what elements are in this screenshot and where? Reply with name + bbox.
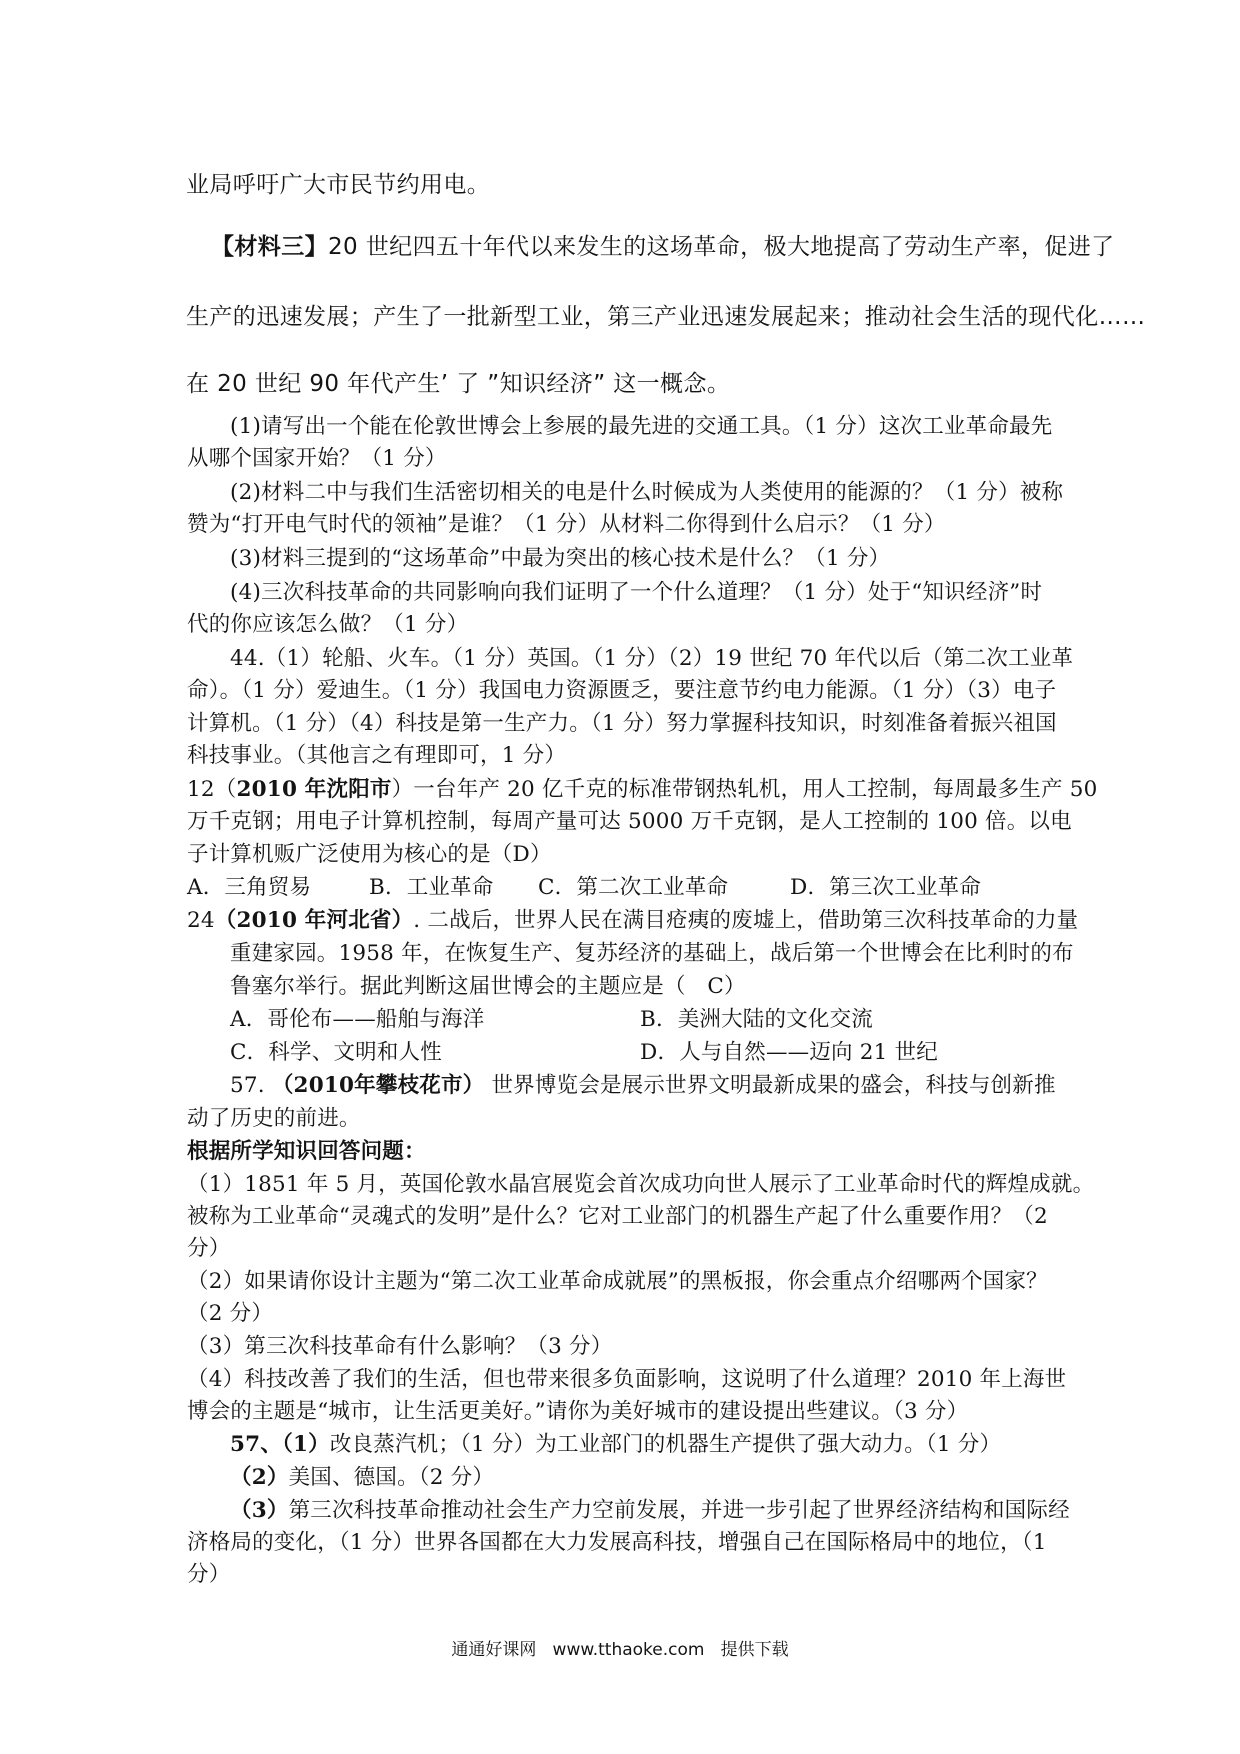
question-44-3: (3)材料三提到的“这场革命”中最为突出的核心技术是什么？（1 分） [230, 546, 891, 571]
answer-label: （3） [230, 1498, 289, 1523]
answer-text: 改良蒸汽机；（1 分）为工业部门的机器生产提供了强大动力。（1 分） [329, 1432, 1002, 1457]
option-b: B．工业革命 [369, 875, 494, 900]
answer-57-3 [230, 1495, 1070, 1527]
question-12 [187, 774, 1098, 806]
answer-text: 美国、德国。（2 分） [288, 1465, 495, 1490]
answer-57-1 [230, 1429, 1001, 1461]
material-three-line [211, 230, 1115, 264]
answer-label: 57、（1） [230, 1432, 330, 1457]
option-c: C．科学、文明和人性 [230, 1040, 442, 1065]
answer-57-2 [230, 1462, 494, 1494]
question-text: ）一台年产 20 亿千克的标准带钢热轧机，用人工控制，每周最多生产 50 [391, 777, 1098, 802]
question-number: 12（ [187, 777, 237, 802]
question-44-2: (2)材料二中与我们生活密切相关的电是什么时候成为人类使用的能源的？（1 分）被称 [230, 480, 1064, 505]
page-footer: 通通好课网 www.tthaoke.com 提供下载 [451, 1640, 789, 1660]
question-number: 24 [187, 908, 215, 933]
question-44-4: 代的你应该怎么做？（1 分） [187, 612, 469, 637]
question-44-4: (4)三次科技革命的共同影响向我们证明了一个什么道理？（1 分）处于“知识经济”时 [230, 580, 1043, 605]
question-text: 世界博览会是展示世界文明最新成果的盛会，科技与创新推 [491, 1073, 1056, 1098]
question-57-1: （1）1851 年 5 月，英国伦敦水晶宫展览会首次成功向世人展示了工业革命时代的辉煌成就。 [187, 1172, 1095, 1197]
option-d: D．第三次工业革命 [790, 875, 982, 900]
question-57-2: （2 分） [187, 1301, 274, 1326]
answer-57-3: 济格局的变化，（1 分）世界各国都在大力发展高科技，增强自己在国际格局中的地位，（1 [187, 1530, 1047, 1555]
question-57-4: （4）科技改善了我们的生活，但也带来很多负面影响，这说明了什么道理？2010 年上海世 [187, 1367, 1067, 1392]
question-57-4: 博会的主题是“城市，让生活更美好。”请你为美好城市的建设提出些建议。（3 分） [187, 1399, 969, 1424]
option-a: A．哥伦布——船舶与海洋 [230, 1007, 485, 1032]
answer-44: 计算机。（1 分）（4）科技是第一生产力。（1 分）努力掌握科技知识，时刻准备着振兴祖国 [187, 711, 1057, 736]
answer-label: （2） [230, 1465, 289, 1490]
question-44-1: 从哪个国家开始？（1 分） [187, 446, 447, 471]
question-57-3: （3）第三次科技革命有什么影响？（3 分） [187, 1334, 613, 1359]
option-d: D．人与自然——迈向 21 世纪 [640, 1040, 938, 1065]
question-number: 57. [230, 1073, 265, 1098]
answer-44: 命）。（1 分）爱迪生。（1 分）我国电力资源匮乏，要注意节约电力能源。（1 分）（3）电子 [187, 678, 1057, 703]
option-c: C．第二次工业革命 [538, 875, 729, 900]
question-57: 动了历史的前进。 [187, 1106, 361, 1131]
question-57-1: 被称为工业革命“灵魂式的发明”是什么？它对工业部门的机器生产起了什么重要作用？（2 [187, 1204, 1048, 1229]
question-source: 2010 年沈阳市 [236, 777, 392, 802]
option-a: A．三角贸易 [187, 875, 312, 900]
section-heading: 根据所学知识回答问题： [187, 1139, 426, 1164]
question-57-2: （2）如果请你设计主题为“第二次工业革命成就展”的黑板报，你会重点介绍哪两个国家？ [187, 1269, 1048, 1294]
material-three-label: 【材料三】 [211, 234, 328, 260]
question-24 [187, 905, 1078, 937]
question-44-2: 赞为“打开电气时代的领袖”是谁？（1 分）从材料二你得到什么启示？（1 分） [187, 512, 946, 537]
question-source: （2010 年河北省） [214, 908, 414, 933]
material-three-line: 生产的迅速发展；产生了一批新型工业，第三产业迅速发展起来；推动社会生活的现代化…… [186, 304, 1146, 330]
question-12: 万千克钢；用电子计算机控制，每周产量可达 5000 万千克钢，是人工控制的 100 倍。以电 [187, 809, 1072, 834]
question-source: （2010年攀枝花市） [271, 1073, 485, 1098]
question-44-1: (1)请写出一个能在伦敦世博会上参展的最先进的交通工具。（1 分）这次工业革命最先 [230, 414, 1053, 439]
question-24: 重建家园。1958 年，在恢复生产、复苏经济的基础上，战后第一个世博会在比利时的布 [230, 941, 1074, 966]
question-text: . 二战后，世界人民在满目疮痍的废墟上，借助第三次科技革命的力量 [413, 908, 1079, 933]
option-b: B．美洲大陆的文化交流 [640, 1007, 874, 1032]
material-three-line: 在 20 世纪 90 年代产生’ 了 ”知识经济” 这一概念。 [186, 371, 731, 397]
question-24: 鲁塞尔举行。据此判断这届世博会的主题应是（ C） [230, 974, 746, 999]
answer-44: 科技事业。（其他言之有理即可，1 分） [187, 743, 567, 768]
question-12: 子计算机贩广泛使用为核心的是（D） [187, 842, 552, 867]
question-57 [230, 1070, 1056, 1102]
material-line: 业局呼吁广大市民节约用电。 [186, 172, 491, 198]
answer-text: 第三次科技革命推动社会生产力空前发展，并进一步引起了世界经济结构和国际经 [288, 1498, 1070, 1523]
question-57-1: 分） [187, 1236, 231, 1261]
answer-57-3: 分） [187, 1562, 231, 1587]
answer-44: 44.（1）轮船、火车。（1 分）英国。（1 分）（2）19 世纪 70 年代以后（第二次工业革 [230, 646, 1074, 671]
material-three-text: 20 世纪四五十年代以来发生的这场革命，极大地提高了劳动生产率，促进了 [328, 234, 1115, 260]
